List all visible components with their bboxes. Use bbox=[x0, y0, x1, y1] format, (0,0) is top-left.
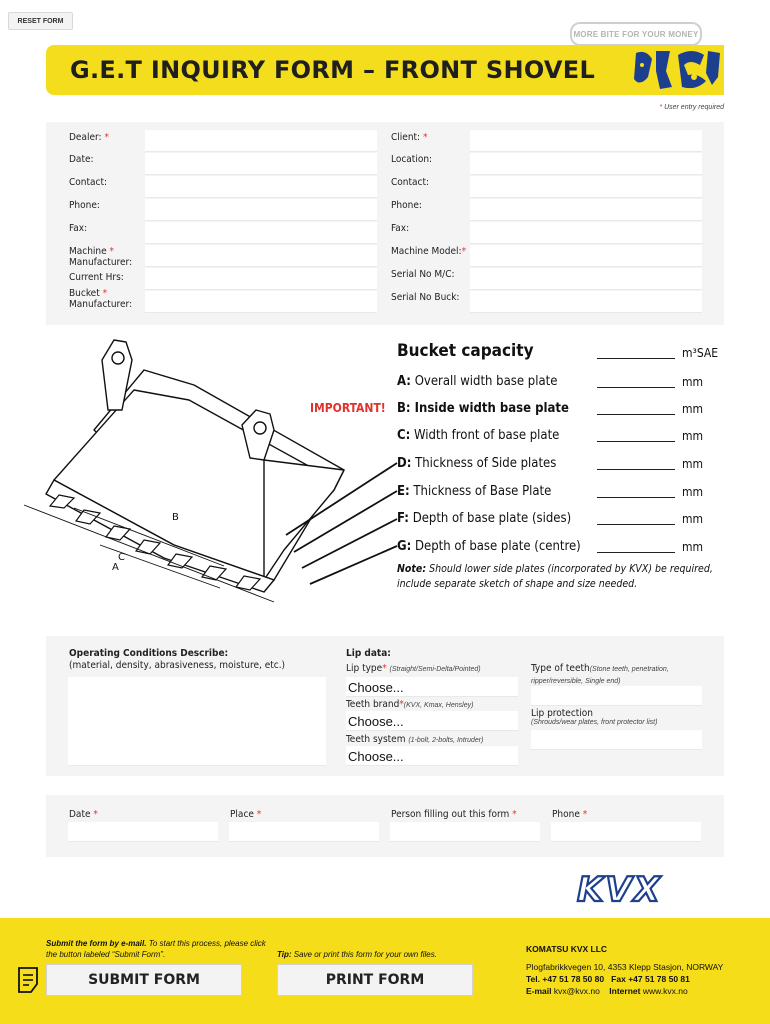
serial-no-buck-field[interactable] bbox=[470, 291, 702, 313]
submit-instructions: Submit the form by e-mail. To start this process, please click the button labeled “Submit Form”. bbox=[46, 939, 266, 959]
lip-protection-label: Lip protection bbox=[531, 708, 594, 719]
spec-a-unit: mm bbox=[682, 375, 704, 389]
company-phone-fax: Tel. +47 51 78 50 80 Fax +47 51 78 50 81 bbox=[526, 974, 690, 984]
place-field[interactable] bbox=[229, 822, 379, 842]
date-sign-label: Date * bbox=[69, 809, 98, 820]
conditions-subtitle: (material, density, abrasiveness, moisture, etc.) bbox=[69, 660, 286, 671]
spec-note: Note: Should lower side plates (incorporated by KVX) be required, include separate sketch of shape and size needed. bbox=[397, 563, 713, 590]
date-label: Date: bbox=[69, 154, 94, 165]
form-icon bbox=[16, 966, 42, 994]
bucket-manufacturer-field[interactable] bbox=[145, 291, 377, 313]
serial-no-mc-field[interactable] bbox=[470, 268, 702, 290]
conditions-textarea[interactable] bbox=[68, 677, 326, 766]
lip-data-title: Lip data: bbox=[346, 648, 391, 659]
tagline: MORE BITE FOR YOUR MONEY bbox=[570, 22, 702, 46]
contact-label: Contact: bbox=[69, 177, 108, 188]
spec-c: C: Width front of base plate bbox=[397, 428, 560, 443]
spec-f: F: Depth of base plate (sides) bbox=[397, 511, 572, 526]
date-sign-field[interactable] bbox=[68, 822, 218, 842]
spec-f-unit: mm bbox=[682, 512, 704, 526]
email-link[interactable]: kvx@kvx.no bbox=[553, 986, 600, 996]
reset-form-button[interactable]: RESET FORM bbox=[8, 12, 73, 30]
teeth-system-value: Choose... bbox=[348, 749, 404, 764]
client-contact-label: Contact: bbox=[391, 177, 430, 188]
location-label: Location: bbox=[391, 154, 433, 165]
company-email-web: E-mail kvx@kvx.no Internet www.kvx.no bbox=[526, 986, 688, 996]
spec-c-unit: mm bbox=[682, 429, 704, 443]
machine-model-field[interactable] bbox=[470, 245, 702, 267]
type-of-teeth-label: Type of teeth(Stone teeth, penetration, ripper/reversible, Single end) bbox=[531, 663, 669, 685]
type-of-teeth-field[interactable] bbox=[531, 686, 702, 706]
spec-d-unit: mm bbox=[682, 457, 704, 471]
spec-g: G: Depth of base plate (centre) bbox=[397, 539, 581, 554]
kvx-logo bbox=[575, 872, 723, 906]
teeth-system-label: Teeth system (1-bolt, 2-bolts, Intruder) bbox=[346, 734, 484, 745]
teeth-brand-value: Choose... bbox=[348, 714, 404, 729]
phone-field[interactable] bbox=[145, 199, 377, 221]
client-fax-field[interactable] bbox=[470, 222, 702, 244]
lip-type-value: Choose... bbox=[348, 680, 404, 695]
spec-e-field[interactable] bbox=[597, 497, 675, 498]
person-field[interactable] bbox=[390, 822, 540, 842]
spec-e: E: Thickness of Base Plate bbox=[397, 484, 552, 499]
dim-letter-a: A bbox=[112, 562, 119, 573]
spec-b-field[interactable] bbox=[597, 414, 675, 415]
kvx-tiger-logo-icon bbox=[626, 47, 722, 93]
current-hrs-field[interactable] bbox=[145, 268, 377, 290]
dim-letter-b: B bbox=[172, 512, 179, 523]
client-phone-label: Phone: bbox=[391, 200, 422, 211]
conditions-title: Operating Conditions Describe: bbox=[69, 648, 229, 659]
company-name: KOMATSU KVX LLC bbox=[526, 944, 608, 954]
submit-form-button[interactable]: SUBMIT FORM bbox=[46, 964, 242, 996]
spec-g-unit: mm bbox=[682, 540, 704, 554]
dealer-field[interactable] bbox=[145, 130, 377, 152]
date-field[interactable] bbox=[145, 153, 377, 175]
tip-text: Tip: Save or print this form for your own files. bbox=[277, 950, 437, 959]
required-note: * User entry required bbox=[659, 104, 724, 111]
bucket-capacity-unit: m³SAE bbox=[682, 346, 719, 360]
company-address: Plogfabrikkvegen 10, 4353 Klepp Stasjon, NORWAY bbox=[526, 962, 724, 972]
spec-a: A: Overall width base plate bbox=[397, 374, 558, 389]
dim-letter-c: C bbox=[118, 552, 125, 563]
client-field[interactable] bbox=[470, 130, 702, 152]
fax-field[interactable] bbox=[145, 222, 377, 244]
print-form-button[interactable]: PRINT FORM bbox=[277, 964, 473, 996]
spec-d: D: Thickness of Side plates bbox=[397, 456, 557, 471]
location-field[interactable] bbox=[470, 153, 702, 175]
machine-manufacturer-field[interactable] bbox=[145, 245, 377, 267]
svg-text:KVX: KVX bbox=[577, 872, 662, 906]
spec-g-field[interactable] bbox=[597, 552, 675, 553]
contact-field[interactable] bbox=[145, 176, 377, 198]
lip-protection-hint: (Shrouds/wear plates, front protector list) bbox=[531, 719, 658, 726]
person-label: Person filling out this form * bbox=[391, 809, 517, 820]
spec-e-unit: mm bbox=[682, 485, 704, 499]
bucket-diagram bbox=[14, 330, 404, 620]
client-label: Client: * bbox=[391, 132, 428, 143]
page-title: G.E.T INQUIRY FORM – FRONT SHOVEL bbox=[70, 56, 596, 84]
place-label: Place * bbox=[230, 809, 262, 820]
machine-model-label: Machine Model:* bbox=[391, 246, 467, 257]
teeth-brand-label: Teeth brand*(KVX, Kmax, Hensley) bbox=[346, 699, 474, 710]
bucket-capacity-title: Bucket capacity bbox=[397, 341, 534, 361]
spec-a-field[interactable] bbox=[597, 387, 675, 388]
bucket-manufacturer-label: Bucket * Manufacturer: bbox=[69, 288, 133, 310]
phone-label: Phone: bbox=[69, 200, 100, 211]
spec-c-field[interactable] bbox=[597, 441, 675, 442]
website-link[interactable]: www.kvx.no bbox=[642, 986, 688, 996]
lip-protection-field[interactable] bbox=[531, 730, 702, 750]
dealer-label: Dealer: * bbox=[69, 132, 109, 143]
lip-type-label: Lip type* (Straight/Semi-Delta/Pointed) bbox=[346, 663, 481, 674]
fax-label: Fax: bbox=[69, 223, 88, 234]
important-label: IMPORTANT! bbox=[310, 401, 386, 415]
serial-no-mc-label: Serial No M/C: bbox=[391, 269, 455, 280]
sign-phone-label: Phone * bbox=[552, 809, 588, 820]
client-fax-label: Fax: bbox=[391, 223, 410, 234]
client-contact-field[interactable] bbox=[470, 176, 702, 198]
spec-d-field[interactable] bbox=[597, 469, 675, 470]
spec-b: B: Inside width base plate bbox=[397, 401, 569, 416]
spec-f-field[interactable] bbox=[597, 524, 675, 525]
client-phone-field[interactable] bbox=[470, 199, 702, 221]
machine-manufacturer-label: Machine * Manufacturer: bbox=[69, 246, 133, 268]
current-hrs-label: Current Hrs: bbox=[69, 272, 124, 283]
sign-phone-field[interactable] bbox=[551, 822, 701, 842]
bucket-capacity-field[interactable] bbox=[597, 358, 675, 359]
serial-no-buck-label: Serial No Buck: bbox=[391, 292, 460, 303]
spec-b-unit: mm bbox=[682, 402, 704, 416]
